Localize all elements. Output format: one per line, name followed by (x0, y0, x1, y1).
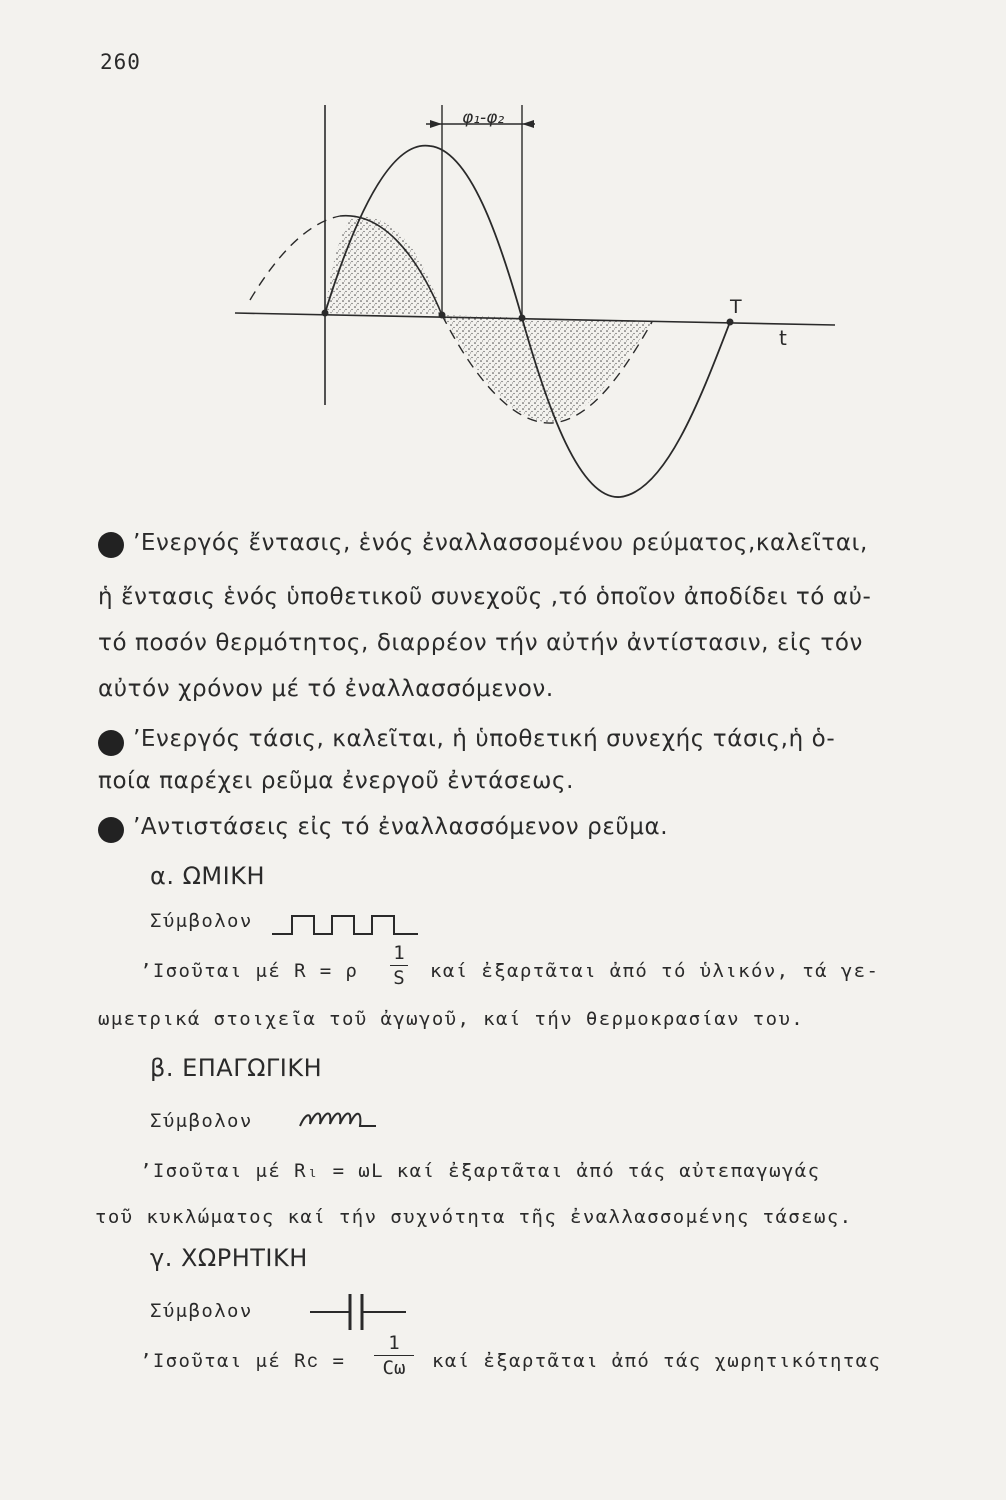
active-current-line-3: τό ποσόν θερμότητος, διαρρέον τήν αὐτήν ἀντίστασιν, εἰς τόν (98, 630, 863, 656)
active-voltage-line-1: ’Ενεργός τάσις, καλεῖται, ἡ ὑποθετική συνεχής τάσις,ἡ ὁ- (133, 726, 836, 752)
resistances-heading: ’Αντιστάσεις εἰς τό ἐναλλασσόμενον ρεῦμα. (133, 814, 669, 840)
bullet-icon (98, 532, 124, 558)
inductor-symbol-icon (298, 1106, 378, 1132)
active-current-line-1: ’Ενεργός ἔντασις, ἑνός ἐναλλασσομένου ρεύματος,καλεῖται, (133, 530, 868, 556)
shaded-negative-lobe (442, 315, 652, 422)
ohmic-fraction-numerator: 1 (393, 942, 405, 964)
time-label: t (779, 326, 787, 350)
capacitive-title: γ. ΧΩΡΗΤΙΚΗ (150, 1244, 308, 1272)
ohmic-equation-suffix: καί ἐξαρτᾶται ἀπό τό ὑλικόν, τά γε- (430, 960, 880, 982)
active-voltage-line-2: ποία παρέχει ρεῦμα ἐνεργοῦ ἐντάσεως. (98, 768, 575, 794)
capacitive-fraction (374, 1332, 414, 1379)
capacitive-fraction-numerator: 1 (388, 1332, 400, 1354)
sine-wave-figure (0, 0, 1006, 520)
phase-label: φ₁-φ₂ (462, 108, 505, 128)
capacitive-symbol-label: Σύμβολον (150, 1300, 253, 1322)
ohmic-symbol-label: Σύμβολον (150, 910, 253, 932)
shaded-positive-lobe (325, 217, 442, 315)
capacitive-fraction-denominator: Cω (382, 1357, 406, 1379)
capacitive-equation-suffix: καί ἐξαρτᾶται ἀπό τάς χωρητικότητας (432, 1350, 882, 1372)
capacitor-symbol-icon (308, 1290, 408, 1334)
ohmic-line-2: ωμετρικά στοιχεῖα τοῦ ἀγωγοῦ, καί τήν θερμοκρασίαν του. (98, 1008, 805, 1030)
inductive-line-1: ’Ισοῦται μέ Rₗ = ωL καί ἐξαρτᾶται ἀπό τάς αὐτεπαγωγάς (140, 1160, 821, 1182)
inductive-line-2: τοῦ κυκλώματος καί τήν συχνότητα τῆς ἐναλλασσομένης τάσεως. (95, 1206, 853, 1228)
bullet-icon (98, 817, 124, 843)
phase-arrowhead-right (522, 120, 534, 128)
page-number: 260 (100, 50, 141, 74)
origin-point (322, 310, 329, 317)
active-current-line-4: αὐτόν χρόνον μέ τό ἐναλλασσόμενον. (98, 676, 554, 702)
zero-crossing-point (439, 312, 446, 319)
current-curve-dashed (250, 216, 340, 300)
ohmic-title: α. ΩΜΙΚΗ (150, 862, 265, 890)
bullet-icon (98, 730, 124, 756)
ohmic-equation-prefix: ’Ισοῦται μέ R = ρ (140, 960, 359, 982)
period-point (727, 319, 734, 326)
inductive-title: β. ΕΠΑΓΩΓΙΚΗ (150, 1054, 323, 1082)
phase-arrowhead-left (430, 120, 442, 128)
inductive-symbol-label: Σύμβολον (150, 1110, 253, 1132)
ohmic-fraction-denominator: S (393, 967, 405, 989)
period-label: T (730, 296, 742, 318)
zero-crossing-point-2 (519, 315, 526, 322)
capacitive-equation-prefix: ’Ισοῦται μέ Rᴄ = (140, 1350, 346, 1372)
resistor-symbol-icon (270, 912, 420, 940)
active-current-line-2: ἡ ἔντασις ἑνός ὑποθετικοῦ συνεχοῦς ,τό ὁποῖον ἀποδίδει τό αὐ- (98, 584, 872, 610)
ohmic-fraction (390, 942, 408, 989)
